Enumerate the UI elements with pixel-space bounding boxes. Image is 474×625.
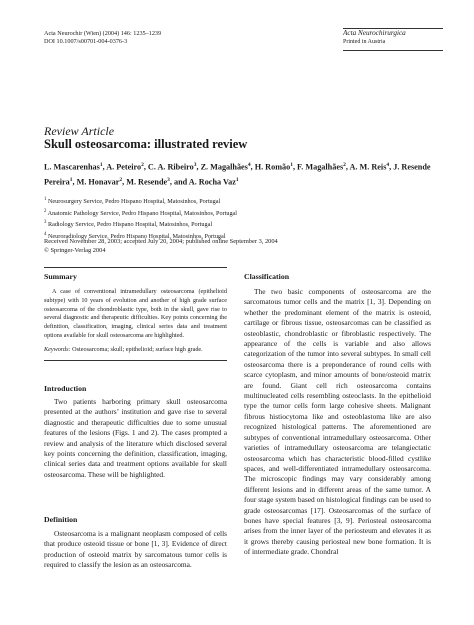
introduction-body	[44, 397, 227, 480]
author-affiliation-mark: 4	[247, 162, 251, 168]
author-affiliation-mark: 3	[167, 176, 170, 183]
author-name: A. Rocha Vaz	[188, 177, 236, 187]
printed-in: Printed in Austria	[343, 39, 386, 45]
author-affiliation-mark: 4	[386, 162, 390, 168]
author-name: M. Honavar	[76, 177, 120, 187]
author-affiliation-mark: 2	[141, 162, 144, 168]
author-name: A. Peteiro	[106, 162, 142, 172]
author-name: F. Magalhães	[297, 162, 344, 172]
author-affiliation-mark: 2	[343, 162, 346, 168]
author-affiliation-mark: 1	[99, 162, 103, 168]
received-dates: Received November 28, 2003; accepted July 20, 2004; published online September 3, 2004	[44, 238, 278, 245]
introduction-text: Two patients harboring primary skull osteosarcoma presented at the authors’ institution and gave rise to several diagnostic and therapeutic difficulties due to some unusual features of the lesions (Figs. 1 and 2). The cases prompted a review and analysis of the literature which disclosed several key points concerning the definition, classification, imaging, clinical series data and treatment options available for skull osteosarcoma. These will be highlighted.	[44, 397, 227, 479]
journal-name: Acta Neurochirurgica	[343, 29, 406, 37]
summary-text: A case of conventional intramedullary osteosarcoma (epithelioid subtype) with 10 years of evolution and another of high grade surface osteosarcoma of the chondroblastic type, both in the skull, gave rise to several diagnostic and therapeutic difficulties. Key points concerning the definition, classification, imaging, clinical series data and treatment options available for skull osteosarcoma are highlighted.	[44, 288, 227, 339]
affiliation-number: 2	[44, 208, 47, 214]
author-list: L. Mascarenhas$^1$, A. Peteiro$^2$, C. A. Ribeiro$^3$, Z. Magalhães$^4$, H. Romão$^1$, F. Magalhães$^2$, A. M. Reis$^4$, J. Resende Pereira$^1$, M. Honavar$^2$, M. Resende$^3$, and A. Rocha Vaz$^1$	[44, 162, 431, 187]
affiliation-number: 4	[44, 231, 47, 237]
author-affiliation-mark: 3	[193, 162, 197, 168]
author-name: M. Resende	[126, 177, 168, 187]
doi: DOI 10.1007/s00701-004-0376-3	[44, 38, 128, 45]
author-name: J. Resende Pereira	[44, 162, 431, 187]
classification-heading: Classification	[244, 272, 290, 281]
affiliation-number: 3	[44, 220, 47, 226]
header-rule-bottom	[343, 50, 443, 51]
affiliation-text: Neuroradiology Service, Pedro Hispano Hospital, Matosinhos, Portugal	[46, 232, 226, 240]
journal-block	[343, 29, 443, 47]
classification-body	[244, 287, 431, 558]
classification-text: The two basic components of osteosarcoma are the sarcomatous tumor cells and the matrix [1, 3]. Depending on whether the predominant element of the matrix is osteoid, cartilage or fibrous tissue, osteosarcomas can be classified as osteoblastic, chondroblastic or fibroblastic respectively. The appearance of the cells is variable and also allows categorization of the tumor into several subtypes. In small cell osteosarcoma there is a preponderance of round cells with scarce cytoplasm, and minor amounts of bone/osteoid matrix are found. Giant cell rich osteosarcoma contains multinucleated cells resembling osteoclasts. In the epithelioid type the tumor cells form large cohesive sheets. Malignant fibrous histiocytoma like and osteoblastoma like are also recognized histological patterns. The aforementioned are subtypes of conventional intramedullary osteosarcoma. Other varieties of intramedullary osteosarcoma are telangiectatic osteosarcoma which has characteristic blood-filled cystlike spaces, and well-differentiated intramedullary osteosarcoma. The microscopic findings may vary considerably among different lesions and in different areas of the same tumor. A four stage system based on histological findings can be used to grade osteosarcomas [17]. Osteosarcomas of the surface of bones have special features [3, 9]. Periosteal osteosarcoma arises from the inner layer of the periosteum and elevates it as it grows thereby causing periosteal new bone formation. It is of intermediate grade. Chondral	[244, 287, 431, 557]
summary-rule-bottom	[44, 360, 227, 361]
definition-text: Osteosarcoma is a malignant neoplasm composed of cells that produce osteoid tissue or bone [1, 3]. Evidence of direct production of osteoid matrix by sarcomatous tumor cells is required to classify the lesion as an osteosarcoma.	[44, 529, 227, 570]
summary-heading: Summary	[44, 272, 77, 281]
keywords-text: Osteosarcoma; skull; epithelioid; surface high grade.	[72, 345, 203, 353]
affiliation-text: Anatomic Pathology Service, Pedro Hispano Hospital, Matosinhos, Portugal	[46, 209, 237, 217]
summary-block	[44, 288, 227, 355]
affiliation-list	[44, 195, 444, 241]
running-header	[44, 30, 284, 46]
author-name: C. A. Ribeiro	[147, 162, 194, 172]
author-affiliation-mark: 1	[69, 176, 73, 183]
author-affiliation-mark: 1	[290, 162, 293, 168]
summary-rule-top	[44, 267, 227, 268]
affiliation-number: 1	[44, 197, 47, 202]
author-name: Z. Magalhães	[200, 162, 248, 172]
author-affiliation-mark: 2	[119, 176, 123, 183]
author-name: H. Romão	[254, 162, 291, 172]
keywords	[44, 346, 227, 355]
author-name: L. Mascarenhas	[44, 162, 100, 172]
copyright: © Springer-Verlag 2004	[44, 247, 106, 254]
dates-block	[44, 237, 444, 255]
affiliation-item	[44, 195, 444, 207]
article-title: Skull osteosarcoma: illustrated review	[44, 137, 248, 151]
affiliation-text: Radiology Service, Pedro Hispano Hospital, Matosinhos, Portugal	[46, 221, 213, 229]
journal-citation: Acta Neurochir (Wien) (2004) 146: 1235–1239	[44, 30, 162, 37]
affiliation-item	[44, 207, 444, 219]
affiliation-text: Neurosurgery Service, Pedro Hispano Hospital, Matosinhos, Portugal	[46, 198, 221, 206]
author-name: A. M. Reis	[349, 162, 387, 172]
article-type: Review Article	[44, 124, 115, 138]
author-affiliation-mark: 1	[235, 176, 239, 183]
affiliation-item	[44, 218, 444, 230]
keywords-label: Keywords:	[44, 345, 71, 353]
introduction-heading: Introduction	[44, 384, 87, 393]
definition-heading: Definition	[44, 515, 78, 524]
definition-body	[44, 529, 227, 571]
